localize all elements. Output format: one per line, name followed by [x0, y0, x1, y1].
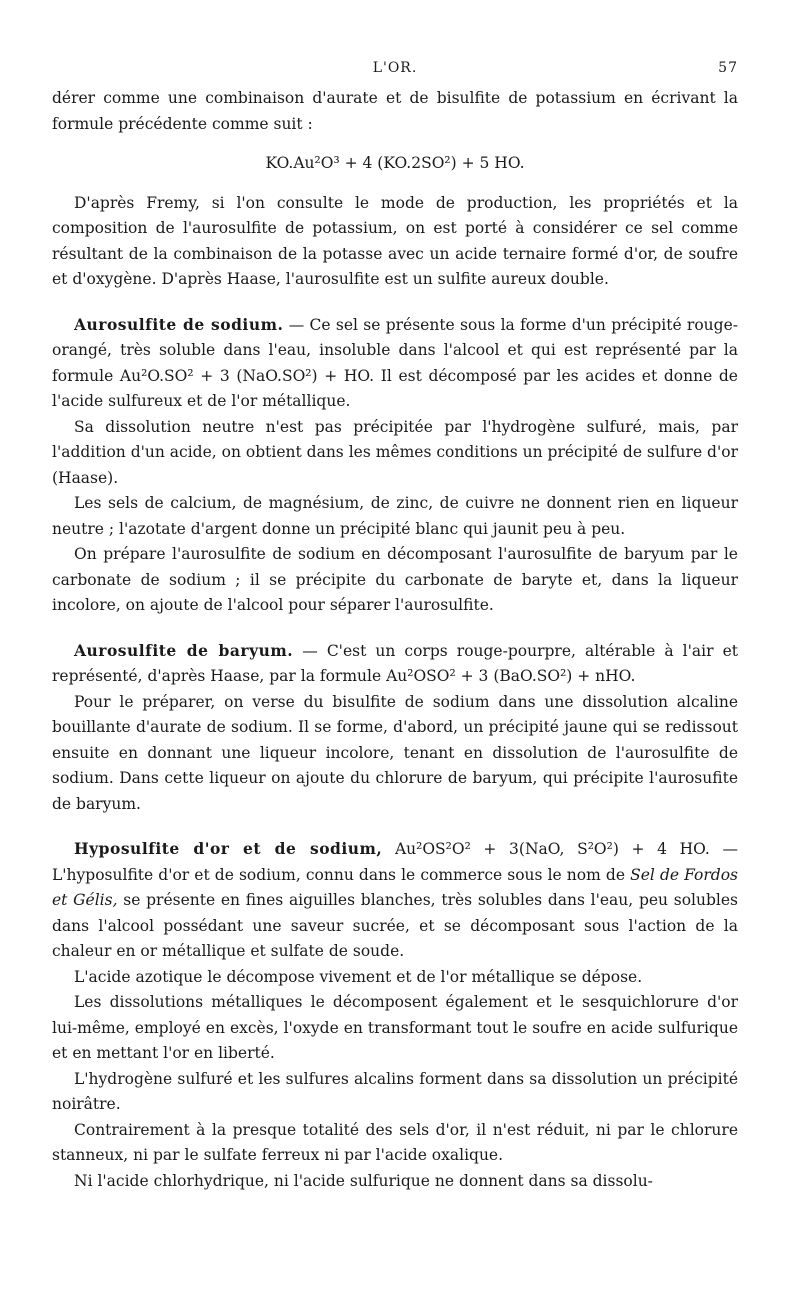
paragraph: Les sels de calcium, de magnésium, de zinc, de cuivre ne donnent rien en liqueur neutre ; l'azotate d'argent donne un précipité blanc qui jaunit peu à peu. — [52, 494, 738, 538]
paragraph: D'après Fremy, si l'on consulte le mode de production, les propriétés et la composition de l'aurosulfite de potassium, on est porté à considérer ce sel comme résultant de la combinaison de la potasse avec un acide ternaire formé d'or, de soufre et d'oxygène. D'après Haase, l'aurosulfite est un sulfite aureux double. — [52, 193, 738, 288]
paragraph: On prépare l'aurosulfite de sodium en décomposant l'aurosulfite de baryum par le carbonate de sodium ; il se précipite du carbonate de baryte et, dans la liqueur incolore, on ajoute de l'alcool pour séparer l'aurosulfite. — [52, 545, 738, 614]
paragraph: Sa dissolution neutre n'est pas précipitée par l'hydrogène sulfuré, mais, par l'addition d'un acide, on obtient dans les mêmes conditions un précipité de sulfure d'or (Haase). — [52, 417, 738, 487]
section-heading: Hyposulfite d'or et de sodium, — [74, 839, 383, 858]
section-heading: Aurosulfite de baryum. — [74, 640, 294, 660]
paragraph: Les dissolutions métalliques le décomposent également et le sesquichlorure d'or lui-même, employé en excès, l'oxyde en transformant tout le soufre en acide sulfurique et en mettant l'or en liberté. — [52, 993, 738, 1062]
body-text — [52, 86, 738, 1194]
section-aurosulfite-baryum — [52, 638, 738, 690]
section-aurosulfite-sodium — [52, 312, 738, 415]
paragraph: Contrairement à la presque totalité des sels d'or, il n'est réduit, ni par le chlorure stanneux, ni par le sulfate ferreux ni par l'acide oxalique. — [52, 1120, 738, 1164]
running-title: L'OR. — [372, 60, 418, 76]
section-text: Au²OS²O² + 3(NaO, S²O²) + 4 HO. — L'hyposulfite d'or et de sodium, connu dans le commerce sous le nom de — [52, 840, 738, 884]
paragraph: dérer comme une combinaison d'aurate et de bisulfite de potassium en écrivant la formule précédente comme suit : — [52, 89, 738, 133]
formula: KO.Au²O³ + 4 (KO.2SO²) + 5 HO. — [265, 154, 525, 172]
paragraph: L'hydrogène sulfuré et les sulfures alcalins forment dans sa dissolution un précipité noirâtre. — [52, 1069, 738, 1113]
paragraph: L'acide azotique le décompose vivement et de l'or métallique se dépose. — [74, 967, 643, 986]
section-heading: Aurosulfite de sodium. — [74, 314, 284, 334]
running-header — [52, 60, 738, 84]
page-number: 57 — [718, 60, 738, 76]
italic-name: Sel de Fordos et Gélis, — [52, 865, 738, 909]
section-text: se présente en fines aiguilles blanches, très solubles dans l'eau, peu solubles dans l'alcool possédant une saveur sucrée, et se décomposant sous l'action de la chaleur en or métallique et sulfate de soude. — [52, 891, 738, 960]
paragraph: Pour le préparer, on verse du bisulfite de sodium dans une dissolution alcaline bouillante d'aurate de sodium. Il se forme, d'abord, un précipité jaune qui se redissout ensuite en donnant une liqueur incolore, tenant en dissolution de l'aurosulfite de sodium. Dans cette liqueur on ajoute du chlorure de baryum, qui précipite l'aurosufite de baryum. — [52, 692, 738, 813]
section-text: — C'est un corps rouge-pourpre, altérable à l'air et représenté, d'après Haase, par la formule Au²OSO² + 3 (BaO.SO²) + nHO. — [52, 641, 738, 685]
section-text: — Ce sel se présente sous la forme d'un précipité rouge-orangé, très soluble dans l'eau, insoluble dans l'alcool et qui est représenté par la formule Au²O.SO² + 3 (NaO.SO²) + HO. Il est décomposé par les acides et donne de l'acide sulfureux et de l'or métallique. — [52, 315, 738, 410]
paragraph: Ni l'acide chlorhydrique, ni l'acide sulfurique ne donnent dans sa dissolu- — [74, 1171, 653, 1190]
section-hyposulfite — [52, 836, 738, 965]
